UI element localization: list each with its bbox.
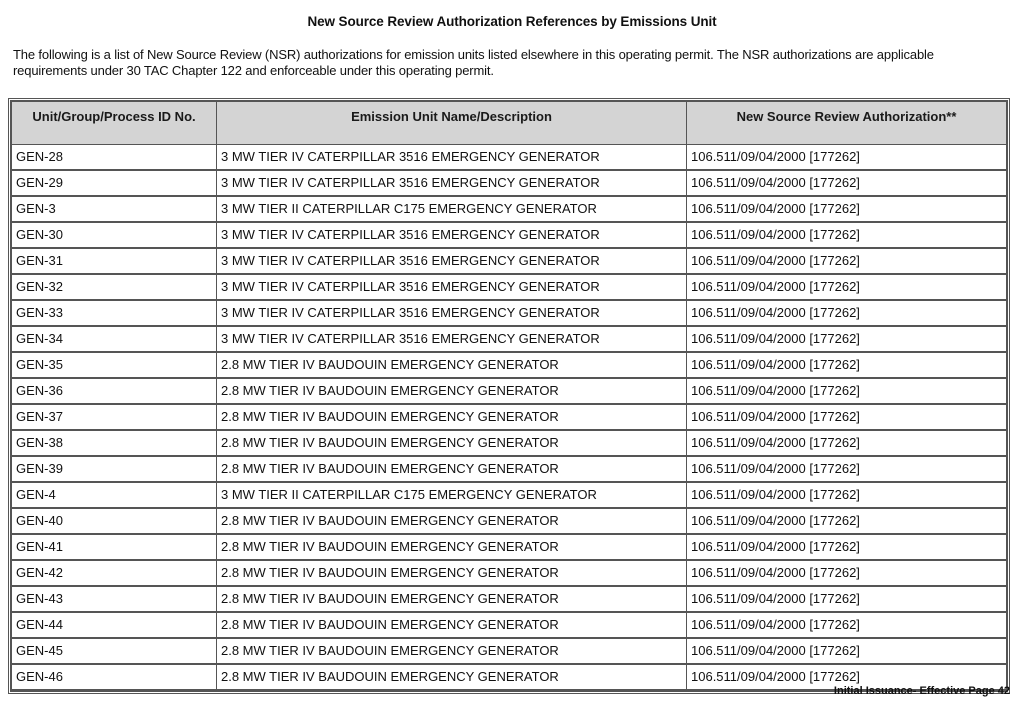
cell-unit-description: 2.8 MW TIER IV BAUDOUIN EMERGENCY GENERATOR <box>217 378 687 404</box>
page-title: New Source Review Authorization References by Emissions Unit <box>307 14 717 29</box>
cell-unit-id: GEN-39 <box>12 456 217 482</box>
table-row <box>12 248 1007 274</box>
cell-unit-id: GEN-32 <box>12 274 217 300</box>
table-row <box>12 430 1007 456</box>
header-unit-description: Emission Unit Name/Description <box>217 102 687 145</box>
cell-unit-description: 2.8 MW TIER IV BAUDOUIN EMERGENCY GENERATOR <box>217 404 687 430</box>
cell-unit-id: GEN-30 <box>12 222 217 248</box>
cell-unit-id: GEN-28 <box>12 145 217 171</box>
cell-nsr-authorization: 106.511/09/04/2000 [177262] <box>687 404 1007 430</box>
cell-nsr-authorization: 106.511/09/04/2000 [177262] <box>687 664 1007 690</box>
intro-paragraph: The following is a list of New Source Review (NSR) authorizations for emission units listed elsewhere in this operating permit. The NSR authorizations are applicable requirements under 30 TAC Chapter 122 and enforceable under this operating permit. <box>13 47 934 78</box>
cell-unit-description: 3 MW TIER II CATERPILLAR C175 EMERGENCY GENERATOR <box>217 482 687 508</box>
table-row <box>12 326 1007 352</box>
cell-nsr-authorization: 106.511/09/04/2000 [177262] <box>687 508 1007 534</box>
table-row <box>12 456 1007 482</box>
cell-nsr-authorization: 106.511/09/04/2000 [177262] <box>687 612 1007 638</box>
table-row <box>12 560 1007 586</box>
table-header <box>12 102 1007 145</box>
cell-unit-id: GEN-42 <box>12 560 217 586</box>
table-row <box>12 534 1007 560</box>
cell-unit-id: GEN-40 <box>12 508 217 534</box>
cell-unit-id: GEN-46 <box>12 664 217 690</box>
table-row <box>12 352 1007 378</box>
cell-unit-id: GEN-31 <box>12 248 217 274</box>
cell-nsr-authorization: 106.511/09/04/2000 [177262] <box>687 222 1007 248</box>
cell-nsr-authorization: 106.511/09/04/2000 [177262] <box>687 378 1007 404</box>
cell-nsr-authorization: 106.511/09/04/2000 [177262] <box>687 352 1007 378</box>
cell-unit-description: 2.8 MW TIER IV BAUDOUIN EMERGENCY GENERATOR <box>217 430 687 456</box>
cell-unit-description: 2.8 MW TIER IV BAUDOUIN EMERGENCY GENERATOR <box>217 352 687 378</box>
nsr-authorization-table-frame <box>8 98 1010 694</box>
cell-nsr-authorization: 106.511/09/04/2000 [177262] <box>687 430 1007 456</box>
cell-nsr-authorization: 106.511/09/04/2000 [177262] <box>687 534 1007 560</box>
cell-unit-id: GEN-37 <box>12 404 217 430</box>
cell-nsr-authorization: 106.511/09/04/2000 [177262] <box>687 248 1007 274</box>
table-row <box>12 638 1007 664</box>
header-nsr-authorization: New Source Review Authorization** <box>687 102 1007 145</box>
cell-nsr-authorization: 106.511/09/04/2000 [177262] <box>687 456 1007 482</box>
cell-unit-description: 2.8 MW TIER IV BAUDOUIN EMERGENCY GENERATOR <box>217 586 687 612</box>
table-row <box>12 404 1007 430</box>
table-row <box>12 378 1007 404</box>
page-footer: Initial Issuance- Effective Page 42 <box>833 685 1010 697</box>
table-row <box>12 170 1007 196</box>
cell-unit-description: 3 MW TIER IV CATERPILLAR 3516 EMERGENCY GENERATOR <box>217 300 687 326</box>
cell-unit-description: 2.8 MW TIER IV BAUDOUIN EMERGENCY GENERATOR <box>217 534 687 560</box>
cell-unit-description: 2.8 MW TIER IV BAUDOUIN EMERGENCY GENERATOR <box>217 456 687 482</box>
cell-unit-description: 3 MW TIER IV CATERPILLAR 3516 EMERGENCY GENERATOR <box>217 145 687 171</box>
cell-unit-id: GEN-38 <box>12 430 217 456</box>
cell-nsr-authorization: 106.511/09/04/2000 [177262] <box>687 300 1007 326</box>
table-header-row <box>12 102 1007 145</box>
cell-unit-description: 3 MW TIER IV CATERPILLAR 3516 EMERGENCY GENERATOR <box>217 170 687 196</box>
cell-unit-description: 2.8 MW TIER IV BAUDOUIN EMERGENCY GENERATOR <box>217 508 687 534</box>
cell-unit-id: GEN-3 <box>12 196 217 222</box>
table-row <box>12 586 1007 612</box>
cell-unit-description: 2.8 MW TIER IV BAUDOUIN EMERGENCY GENERATOR <box>217 664 687 690</box>
header-unit-id: Unit/Group/Process ID No. <box>12 102 217 145</box>
table-row <box>12 274 1007 300</box>
cell-nsr-authorization: 106.511/09/04/2000 [177262] <box>687 586 1007 612</box>
table-row <box>12 222 1007 248</box>
cell-nsr-authorization: 106.511/09/04/2000 [177262] <box>687 326 1007 352</box>
cell-unit-description: 3 MW TIER IV CATERPILLAR 3516 EMERGENCY GENERATOR <box>217 326 687 352</box>
table-row <box>12 612 1007 638</box>
cell-nsr-authorization: 106.511/09/04/2000 [177262] <box>687 638 1007 664</box>
cell-unit-description: 3 MW TIER II CATERPILLAR C175 EMERGENCY GENERATOR <box>217 196 687 222</box>
cell-unit-id: GEN-45 <box>12 638 217 664</box>
cell-unit-description: 3 MW TIER IV CATERPILLAR 3516 EMERGENCY GENERATOR <box>217 248 687 274</box>
cell-unit-id: GEN-44 <box>12 612 217 638</box>
cell-unit-id: GEN-41 <box>12 534 217 560</box>
cell-unit-id: GEN-33 <box>12 300 217 326</box>
table-body <box>12 145 1007 691</box>
cell-nsr-authorization: 106.511/09/04/2000 [177262] <box>687 274 1007 300</box>
table-row <box>12 482 1007 508</box>
cell-unit-id: GEN-29 <box>12 170 217 196</box>
cell-unit-id: GEN-43 <box>12 586 217 612</box>
cell-unit-id: GEN-35 <box>12 352 217 378</box>
cell-nsr-authorization: 106.511/09/04/2000 [177262] <box>687 145 1007 171</box>
table-row <box>12 300 1007 326</box>
cell-unit-id: GEN-34 <box>12 326 217 352</box>
cell-unit-description: 2.8 MW TIER IV BAUDOUIN EMERGENCY GENERATOR <box>217 612 687 638</box>
cell-unit-description: 3 MW TIER IV CATERPILLAR 3516 EMERGENCY GENERATOR <box>217 222 687 248</box>
cell-unit-description: 3 MW TIER IV CATERPILLAR 3516 EMERGENCY GENERATOR <box>217 274 687 300</box>
nsr-authorization-table <box>11 101 1007 691</box>
cell-nsr-authorization: 106.511/09/04/2000 [177262] <box>687 170 1007 196</box>
cell-nsr-authorization: 106.511/09/04/2000 [177262] <box>687 196 1007 222</box>
cell-nsr-authorization: 106.511/09/04/2000 [177262] <box>687 560 1007 586</box>
table-row <box>12 145 1007 171</box>
cell-unit-description: 2.8 MW TIER IV BAUDOUIN EMERGENCY GENERATOR <box>217 560 687 586</box>
cell-nsr-authorization: 106.511/09/04/2000 [177262] <box>687 482 1007 508</box>
table-row <box>12 196 1007 222</box>
cell-unit-id: GEN-4 <box>12 482 217 508</box>
cell-unit-id: GEN-36 <box>12 378 217 404</box>
table-row <box>12 508 1007 534</box>
cell-unit-description: 2.8 MW TIER IV BAUDOUIN EMERGENCY GENERATOR <box>217 638 687 664</box>
